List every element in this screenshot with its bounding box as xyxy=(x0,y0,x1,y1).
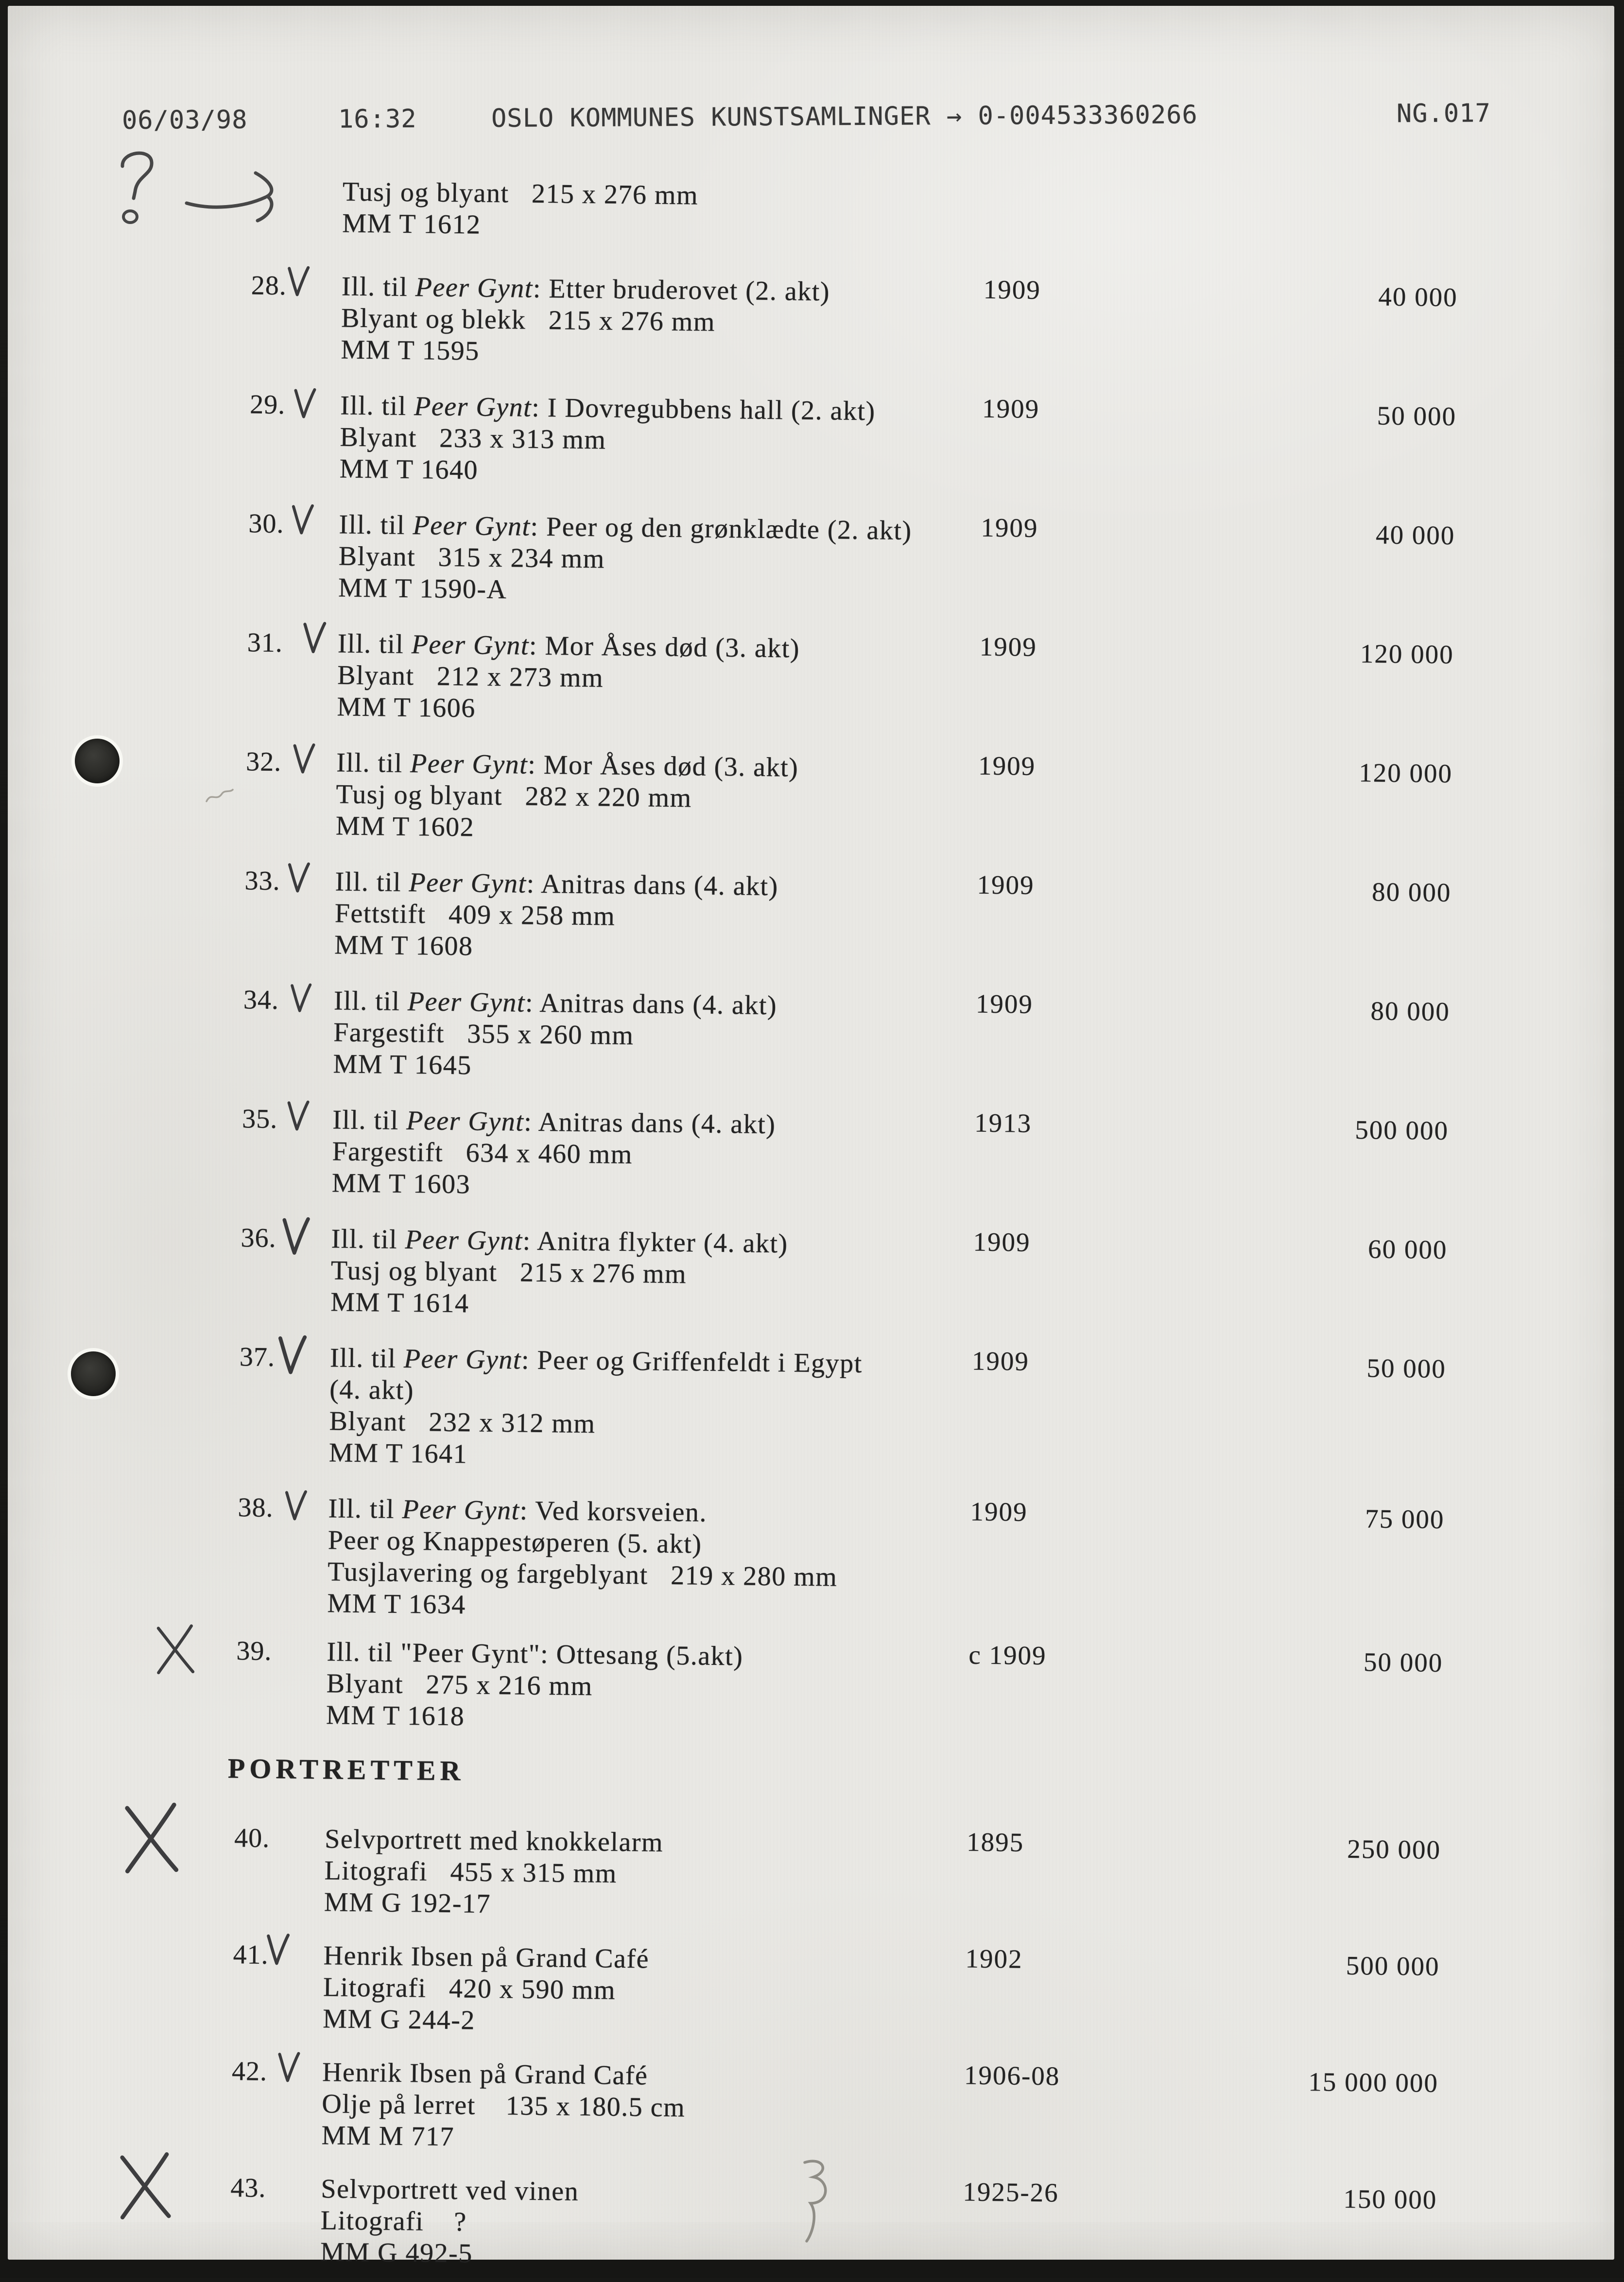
entry-year: c 1909 xyxy=(968,1640,1047,1671)
entry-title-text: Ill. til xyxy=(331,1224,405,1255)
entry-year: 1913 xyxy=(974,1107,1032,1138)
entry-year: 1909 xyxy=(970,1496,1028,1527)
entry-detail-line: MM T 1614 xyxy=(330,1287,469,1319)
catalog-entry xyxy=(0,1101,1602,1200)
entry-number: 39. xyxy=(236,1636,272,1667)
entry-detail-line: MM T 1640 xyxy=(339,453,479,485)
entry-detail-line: Olje på lerret 135 x 180.5 cm xyxy=(321,2089,686,2123)
entry-year: 1909 xyxy=(973,1227,1031,1257)
entry-price: 60 000 xyxy=(1367,1234,1448,1265)
handwritten-check-icon xyxy=(284,1488,308,1523)
entry-title-text: : Anitras dans (4. akt) xyxy=(526,868,779,902)
entry-title-text: : Peer og den grønklædte (2. akt) xyxy=(530,511,912,546)
entry-title-italic: Peer Gynt xyxy=(406,1106,524,1137)
entry-title-text: Ill. til xyxy=(337,628,412,660)
entry-price: 50 000 xyxy=(1377,400,1457,432)
entry-title-text: : Anitras dans (4. akt) xyxy=(525,987,777,1021)
entry-title-text: Ill. til xyxy=(333,985,408,1017)
entry-year: 1925-26 xyxy=(963,2177,1059,2208)
entry-detail-line: MM T 1612 xyxy=(342,208,481,240)
entry-description xyxy=(333,985,995,1087)
entry-price: 50 000 xyxy=(1363,1647,1443,1678)
entry-price: 80 000 xyxy=(1371,877,1451,908)
entry-detail-line: MM G 192-17 xyxy=(324,1887,491,1919)
entry-title-text: : Mor Åses død (3. akt) xyxy=(529,630,800,664)
fax-route: OSLO KOMMUNES KUNSTSAMLINGER → 0-004533360266 xyxy=(491,100,1198,134)
entry-detail-line: MM T 1603 xyxy=(331,1168,471,1200)
entry-price: 75 000 xyxy=(1365,1504,1445,1535)
entry-title-italic: Peer Gynt xyxy=(407,986,526,1018)
entry-year: 1909 xyxy=(977,869,1035,900)
entry-year: 1909 xyxy=(981,512,1038,543)
entry-detail-line: MM T 1634 xyxy=(327,1588,466,1620)
entry-title-italic: Peer Gynt xyxy=(413,510,531,542)
entry-price: 120 000 xyxy=(1359,758,1453,789)
entry-detail-line: Litografi ? xyxy=(320,2205,467,2237)
entry-number: 29. xyxy=(249,389,286,420)
handwritten-check-icon xyxy=(286,1099,310,1133)
entry-detail-line: MM T 1606 xyxy=(337,692,476,724)
catalog-entry xyxy=(0,863,1605,962)
entry-detail-line: MM T 1608 xyxy=(334,930,473,962)
punch-hole-icon xyxy=(75,739,120,783)
carryover-entry xyxy=(342,176,699,243)
entry-number: 35. xyxy=(242,1104,278,1135)
entry-title-text: : I Dovregubbens hall (2. akt) xyxy=(531,392,876,427)
entry-detail-line: MM T 1645 xyxy=(333,1049,472,1081)
entry-title-text: : Anitras dans (4. akt) xyxy=(523,1106,776,1140)
punch-hole-icon xyxy=(71,1351,116,1396)
entry-price: 500 000 xyxy=(1355,1115,1449,1146)
entry-title-text: : Peer og Griffenfeldt i Egypt xyxy=(521,1345,863,1379)
entry-price: 15 000 000 xyxy=(1308,2067,1439,2098)
entry-number: 30. xyxy=(248,508,284,539)
entry-year: 1906-08 xyxy=(964,2060,1060,2091)
entry-description xyxy=(327,1493,989,1626)
catalog-entry xyxy=(0,1936,1593,2036)
entry-detail-line: MM G 492-5 xyxy=(320,2237,473,2269)
entry-year: 1902 xyxy=(965,1943,1023,1974)
entry-year: 1895 xyxy=(966,1827,1024,1857)
entry-detail-line: Fargestift 355 x 260 mm xyxy=(333,1017,634,1051)
handwritten-x-icon xyxy=(118,2148,173,2221)
entry-title-text: Henrik Ibsen på Grand Café xyxy=(322,2057,648,2091)
entry-detail-line: Litografi 455 x 315 mm xyxy=(324,1855,617,1889)
entry-description xyxy=(338,509,1000,611)
entry-description xyxy=(339,390,1001,492)
section-heading: PORTRETTER xyxy=(227,1752,465,1787)
entry-title-text: : Etter bruderovet (2. akt) xyxy=(533,273,830,307)
entry-description xyxy=(323,1940,985,2042)
catalog-entry xyxy=(0,1339,1600,1469)
entry-year: 1909 xyxy=(978,750,1036,781)
catalog-entry xyxy=(1,624,1607,724)
catalog-entry xyxy=(0,1220,1601,1319)
catalog-entry xyxy=(0,2053,1592,2152)
entry-detail-line: Fargestift 634 x 460 mm xyxy=(332,1136,633,1170)
entry-detail-line: Fettstift 409 x 258 mm xyxy=(334,898,616,932)
entry-title-text: Ill. til xyxy=(336,747,411,779)
entry-title-text: Selvportrett med knokkelarm xyxy=(324,1824,664,1858)
handwritten-check-icon xyxy=(292,742,316,776)
fax-time: 16:32 xyxy=(338,104,417,134)
entry-number: 38. xyxy=(238,1492,274,1523)
typed-content xyxy=(0,6,1614,2277)
catalog-entry xyxy=(0,2170,1591,2269)
entry-description xyxy=(331,1104,993,1206)
entry-description xyxy=(334,866,996,968)
entry-description xyxy=(326,1636,988,1738)
entry-title-italic: Peer Gynt xyxy=(403,1343,522,1375)
entry-title-italic: Peer Gynt xyxy=(402,1494,520,1526)
entry-number: 34. xyxy=(243,985,279,1016)
entry-description xyxy=(328,1342,991,1476)
entry-title-italic: Peer Gynt xyxy=(415,272,534,304)
handwritten-check-icon xyxy=(291,502,314,537)
entry-number: 31. xyxy=(247,627,283,658)
entry-price: 40 000 xyxy=(1378,281,1458,312)
entry-detail-line: MM T 1602 xyxy=(335,811,475,843)
entry-title-italic: Peer Gynt xyxy=(405,1224,523,1256)
entry-number: 42. xyxy=(231,2056,268,2087)
entry-detail-line: Blyant 315 x 234 mm xyxy=(338,541,605,574)
catalog-entry xyxy=(4,386,1610,485)
entry-detail-line: Tusj og blyant 282 x 220 mm xyxy=(336,779,692,813)
entry-number: 43. xyxy=(230,2173,266,2204)
entry-number: 40. xyxy=(234,1823,270,1854)
entry-title-text: Ill. til xyxy=(335,866,409,898)
entry-price: 120 000 xyxy=(1360,639,1454,670)
entry-number: 32. xyxy=(245,746,282,778)
entry-number: 37. xyxy=(239,1342,276,1373)
entry-title-text: Ill. til xyxy=(329,1343,404,1374)
entry-price: 150 000 xyxy=(1343,2184,1437,2215)
entry-title-text: Ill. til xyxy=(341,271,416,303)
handwritten-check-icon xyxy=(302,620,327,657)
entry-detail-line: Blyant og blekk 215 x 276 mm xyxy=(341,303,716,337)
handwritten-x-icon xyxy=(122,1800,181,1873)
catalog-entry xyxy=(0,1489,1598,1620)
handwritten-check-icon xyxy=(287,264,311,299)
entry-year: 1909 xyxy=(982,393,1040,424)
entry-title-text: Ill. til xyxy=(332,1105,407,1136)
entry-price: 40 000 xyxy=(1375,519,1455,551)
entry-number: 41. xyxy=(233,1939,269,1971)
fax-date: 06/03/98 xyxy=(121,105,248,135)
entry-title-text: Ill. til xyxy=(339,509,413,541)
entry-detail-line: Blyant 212 x 273 mm xyxy=(337,660,604,693)
entry-year: 1909 xyxy=(975,988,1034,1019)
entry-price: 250 000 xyxy=(1347,1834,1441,1865)
catalog-entry xyxy=(5,267,1611,366)
handwritten-check-icon xyxy=(287,861,311,895)
catalog-entry xyxy=(0,1820,1594,1919)
entry-detail-line: MM T 1595 xyxy=(341,334,480,366)
entry-year: 1909 xyxy=(971,1346,1030,1376)
entry-description xyxy=(320,2173,982,2275)
handwritten-check-icon xyxy=(277,2050,301,2085)
entry-title-text: Ill. til "Peer Gynt": Ottesang (5.akt) xyxy=(327,1637,743,1672)
entry-detail-line: MM T 1618 xyxy=(326,1700,465,1732)
entry-title-italic: Peer Gynt xyxy=(414,391,532,423)
entry-description xyxy=(337,628,999,730)
entry-price: 500 000 xyxy=(1346,1951,1440,1982)
entry-description xyxy=(341,271,1002,373)
entry-title-line2: Peer og Knappestøperen (5. akt) xyxy=(328,1525,702,1559)
entry-year: 1909 xyxy=(983,274,1041,305)
entry-description xyxy=(321,2057,983,2159)
entry-detail-line: MM G 244-2 xyxy=(322,2004,476,2036)
handwritten-check-icon xyxy=(281,1215,311,1258)
entry-title-text: : Anitra flykter (4. akt) xyxy=(522,1226,788,1259)
catalog-entry xyxy=(0,1633,1597,1732)
catalog-entry xyxy=(2,505,1609,605)
entry-number: 33. xyxy=(244,865,280,897)
entry-title-text: Ill. til xyxy=(340,390,415,422)
entry-detail-line: Litografi 420 x 590 mm xyxy=(323,1972,616,2005)
entry-detail-line: Tusj og blyant 215 x 276 mm xyxy=(342,176,699,211)
entry-number: 28. xyxy=(251,270,287,301)
entry-detail-line: MM T 1590-A xyxy=(338,572,507,605)
entry-title-text: Selvportrett ved vinen xyxy=(321,2174,579,2207)
entry-detail-line: MM T 1641 xyxy=(328,1437,468,1469)
entry-description xyxy=(330,1223,992,1325)
entry-title-italic: Peer Gynt xyxy=(411,629,530,661)
handwritten-check-icon xyxy=(293,386,317,421)
entry-year: 1909 xyxy=(979,631,1037,662)
handwritten-check-icon xyxy=(276,1333,307,1378)
entry-detail-line: Blyant 233 x 313 mm xyxy=(340,422,606,455)
entry-title-line2: (4. akt) xyxy=(329,1374,415,1406)
entry-number: 36. xyxy=(241,1223,276,1254)
entry-title-italic: Peer Gynt xyxy=(409,867,527,899)
fax-page-code: NG.017 xyxy=(1396,99,1491,129)
entry-price: 80 000 xyxy=(1370,996,1451,1027)
entry-detail-line: Blyant 275 x 216 mm xyxy=(326,1668,593,1702)
entry-detail-line: MM M 717 xyxy=(321,2120,455,2152)
entry-title-text: : Ved korsveien. xyxy=(519,1495,708,1528)
fax-page xyxy=(8,6,1614,2269)
entry-description xyxy=(324,1823,985,1925)
entry-description xyxy=(335,747,997,849)
entry-title-text: Henrik Ibsen på Grand Café xyxy=(323,1940,650,1974)
entry-detail-line: Blyant 232 x 312 mm xyxy=(329,1406,596,1439)
catalog-entry xyxy=(0,982,1604,1081)
entry-title-text: Ill. til xyxy=(328,1493,402,1524)
handwritten-check-icon xyxy=(265,1932,290,1968)
entry-price: 50 000 xyxy=(1366,1353,1447,1384)
handwritten-x-icon xyxy=(144,1623,207,1674)
entry-title-italic: Peer Gynt xyxy=(410,748,528,780)
entry-title-text: : Mor Åses død (3. akt) xyxy=(527,749,799,783)
entry-detail-line: Tusjlavering og fargeblyant 219 x 280 mm xyxy=(327,1556,838,1592)
entry-detail-line: Tusj og blyant 215 x 276 mm xyxy=(330,1255,687,1290)
handwritten-check-icon xyxy=(290,982,312,1014)
catalog-entry xyxy=(0,743,1606,843)
